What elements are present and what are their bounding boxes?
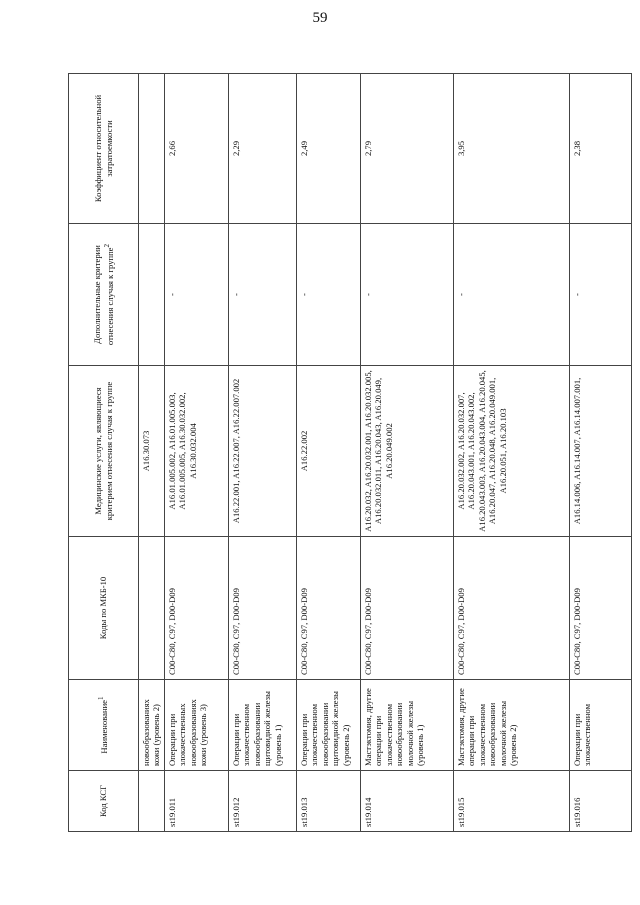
cell-services: A16.01.005.002, A16.01.005.003, A16.01.005.005, A16.30.032.002, A16.30.032.004 [164, 366, 228, 537]
header-code: Код КСГ [69, 771, 139, 832]
cell-name: Мастэктомия, другие операции при злокачественном новообразовании молочной железы (уровень 1) [360, 680, 453, 771]
header-criteria-footnote: 2 [102, 243, 111, 248]
cell-services: A16.14.006, A16.14.007, A16.14.007.001, [569, 366, 631, 537]
header-criteria [69, 224, 139, 366]
cell-mkb: C00-C80, C97, D00-D09 [164, 537, 228, 680]
header-mkb: Коды по МКБ-10 [69, 537, 139, 680]
cell-code: st19.014 [360, 771, 453, 832]
cell-code: st19.011 [164, 771, 228, 832]
cell-criteria: - [296, 224, 360, 366]
cell-mkb: C00-C80, C97, D00-D09 [228, 537, 296, 680]
cell-code: st19.013 [296, 771, 360, 832]
header-name-text: Наименование [99, 700, 110, 754]
cell-criteria: - [453, 224, 569, 366]
header-criteria-text: Дополнительные критерии отнесения случая к группе [92, 245, 115, 346]
cell-name: Операции при злокачественном новообразовании щитовидной железы (уровень 2) [296, 680, 360, 771]
rotated-table-container [68, 74, 593, 832]
table-row [296, 74, 360, 832]
header-coefficient: Коэффициент относительной затратоемкости [69, 74, 139, 224]
table-row [139, 74, 165, 832]
cell-code: st19.012 [228, 771, 296, 832]
cell-coefficient: 2,29 [228, 74, 296, 224]
cell-mkb: C00-C80, C97, D00-D09 [569, 537, 631, 680]
cell-coefficient [139, 74, 165, 224]
cell-code [139, 771, 165, 832]
header-services: Медицинские услуги, являющиеся критерием отнесения случая к группе [69, 366, 139, 537]
cell-coefficient: 2,66 [164, 74, 228, 224]
cell-criteria: - [228, 224, 296, 366]
cell-criteria: - [164, 224, 228, 366]
cell-coefficient: 2,38 [569, 74, 631, 224]
cell-name: Операции при злокачественных новообразованиях кожи (уровень 3) [164, 680, 228, 771]
cell-name: Операции при злокачественном новообразовании щитовидной железы (уровень 1) [228, 680, 296, 771]
cell-mkb: C00-C80, C97, D00-D09 [296, 537, 360, 680]
cell-code: st19.015 [453, 771, 569, 832]
table-row [228, 74, 296, 832]
cell-services: A16.22.002 [296, 366, 360, 537]
cell-name: новообразованиях кожи (уровень 2) [139, 680, 165, 771]
header-name-footnote: 1 [97, 696, 106, 701]
header-name [69, 680, 139, 771]
cell-code: st19.016 [569, 771, 631, 832]
cell-criteria [139, 224, 165, 366]
cell-coefficient: 2,49 [296, 74, 360, 224]
cell-mkb: C00-C80, C97, D00-D09 [360, 537, 453, 680]
cell-services: A16.22.001, A16.22.007, A16.22.007.002 [228, 366, 296, 537]
cell-name: Мастэктомия, другие операции при злокачественном новообразовании молочной железы (уровень 2) [453, 680, 569, 771]
cell-services: A16.20.032, A16.20.032.001, A16.20.032.005, A16.20.032.011, A16.20.043, A16.20.049, A16.20.049.002 [360, 366, 453, 537]
cell-coefficient: 2,79 [360, 74, 453, 224]
page-number: 59 [312, 10, 328, 26]
table-header-row [69, 74, 139, 832]
table-row [569, 74, 631, 832]
cell-criteria: - [360, 224, 453, 366]
table-row [360, 74, 453, 832]
ksg-table [68, 73, 632, 832]
cell-services: A16.30.073 [139, 366, 165, 537]
table-row [164, 74, 228, 832]
cell-services: A16.20.032.002, A16.20.032.007, A16.20.043.001, A16.20.043.002, A16.20.043.003, A16.20.043.004, A16.20.045, A16.20.047, A16.20.048, A16.20.049.001, A16.20.051, A16.20.103 [453, 366, 569, 537]
cell-mkb [139, 537, 165, 680]
table-row [453, 74, 569, 832]
cell-mkb: C00-C80, C97, D00-D09 [453, 537, 569, 680]
cell-name: Операции при злокачественном [569, 680, 631, 771]
cell-criteria: - [569, 224, 631, 366]
cell-coefficient: 3,95 [453, 74, 569, 224]
